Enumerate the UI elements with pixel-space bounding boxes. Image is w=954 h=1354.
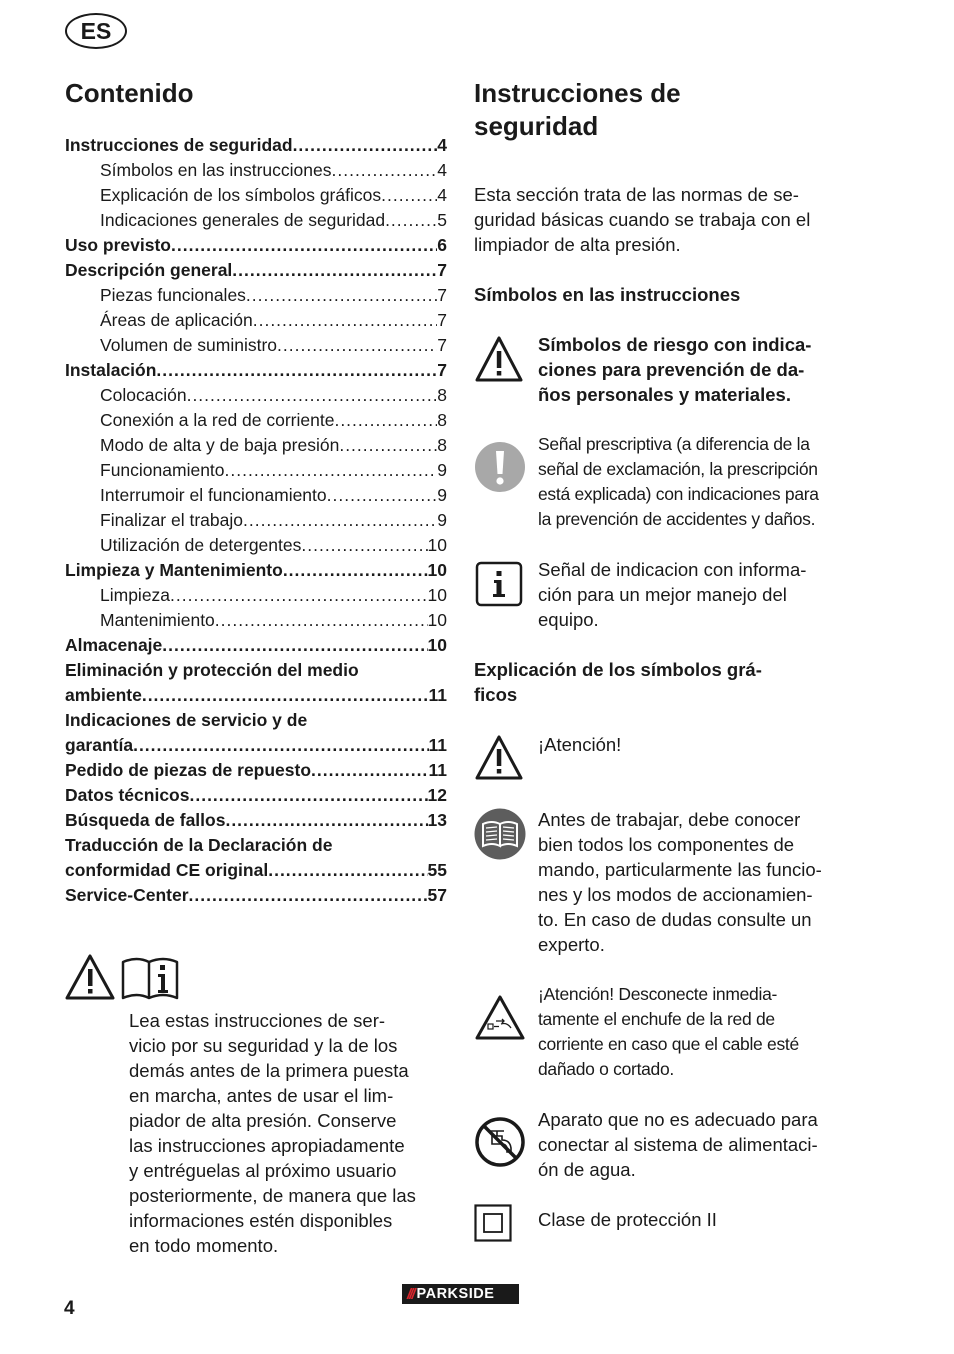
toc-leader-dots — [189, 783, 427, 808]
toc-entry — [65, 883, 447, 908]
brand-logo — [402, 1284, 519, 1304]
toc-entry-title: garantía — [65, 735, 134, 755]
toc-entry-title: Conexión a la red de corriente — [100, 410, 335, 430]
toc-leader-dots — [243, 508, 437, 533]
toc-entry-page: 6 — [437, 235, 447, 255]
symbol-text-info: Señal de indicacion con informa- ción para un mejor manejo del equipo. — [538, 559, 807, 630]
toc-entry — [65, 533, 447, 558]
toc-entry — [65, 283, 447, 308]
toc-entry-title: ambiente — [65, 685, 142, 705]
toc-entry — [65, 708, 447, 733]
toc-leader-dots — [232, 258, 437, 283]
toc-entry — [65, 733, 447, 758]
toc-entry-title: Volumen de suministro — [100, 335, 278, 355]
toc-entry-page: 7 — [437, 260, 447, 280]
toc-entry-page: 12 — [427, 785, 447, 805]
toc-leader-dots — [246, 283, 437, 308]
toc-entry — [65, 383, 447, 408]
toc-entry-title: Indicaciones generales de seguridad — [100, 210, 386, 230]
graphic-text-no-water-supply: Aparato que no es adecuado para conectar al sistema de alimentaci- ón de agua. — [538, 1109, 818, 1180]
manual-info-icon — [123, 959, 177, 998]
toc-entry-page: 7 — [437, 310, 447, 330]
toc-title: Contenido — [65, 78, 194, 108]
toc-entry-page: 10 — [427, 535, 447, 555]
protection-class-ii-icon — [474, 1204, 512, 1242]
toc-entry — [65, 658, 447, 683]
toc-entry — [65, 358, 447, 383]
toc-entry-page: 5 — [437, 210, 447, 230]
unplug-warning-icon — [474, 994, 526, 1042]
toc-entry — [65, 633, 447, 658]
graphic-symbols-heading: Explicación de los símbolos grá- ficos — [474, 659, 762, 705]
toc-leader-dots — [381, 183, 437, 208]
read-manual-icon — [474, 808, 526, 860]
toc-entry — [65, 208, 447, 233]
toc-entry-page: 8 — [437, 385, 447, 405]
read-instructions-notice: Lea estas instrucciones de ser- vicio por su seguridad y la de los demás antes de la primera puesta en marcha, antes de usar el lim- piador de alta presión. Conserve las instrucciones apropiadamente y entréguelas al próximo usuario posteriormente, de manera que las informaciones estén disponibles en todo momento. — [129, 1010, 416, 1256]
toc-entry-page: 7 — [437, 285, 447, 305]
toc-leader-dots — [162, 633, 427, 658]
toc-entry-title: Uso previsto — [65, 235, 171, 255]
toc-entry-title: Almacenaje — [65, 635, 163, 655]
toc-entry — [65, 808, 447, 833]
toc-leader-dots — [311, 758, 428, 783]
toc-entry-title: Instrucciones de seguridad — [65, 135, 293, 155]
mandatory-exclamation-icon — [474, 441, 526, 493]
warning-triangle-icon — [67, 956, 113, 998]
warning-triangle-icon — [474, 335, 524, 385]
toc-entry — [65, 758, 447, 783]
toc-entry-title: Áreas de aplicación — [100, 310, 253, 330]
toc-entry-page: 11 — [428, 735, 447, 755]
toc-entry-title: Finalizar el trabajo — [100, 510, 243, 530]
brand-name: PARKSIDE — [416, 1286, 495, 1302]
toc-leader-dots — [332, 158, 438, 183]
toc-entry-page: 4 — [437, 135, 447, 155]
toc-leader-dots — [133, 733, 428, 758]
toc-leader-dots — [283, 558, 428, 583]
toc-entry-title: Pedido de piezas de repuesto — [65, 760, 312, 780]
toc-leader-dots — [253, 308, 438, 333]
toc-leader-dots — [171, 233, 437, 258]
toc-entry — [65, 833, 447, 858]
toc-entry-title: Descripción general — [65, 260, 233, 280]
toc-entry-page: 8 — [437, 410, 447, 430]
toc-leader-dots — [327, 483, 438, 508]
toc-leader-dots — [277, 333, 437, 358]
toc-leader-dots — [293, 133, 438, 158]
toc-entry-page: 9 — [437, 510, 447, 530]
toc-entry-title: Datos técnicos — [65, 785, 190, 805]
brand-stripes: /// — [407, 1285, 414, 1303]
toc-leader-dots — [187, 383, 438, 408]
toc-entry-page: 8 — [437, 435, 447, 455]
toc-entry-title: Service-Center — [65, 885, 189, 905]
toc-entry — [65, 508, 447, 533]
toc-entry-title: Explicación de los símbolos gráficos — [100, 185, 382, 205]
graphic-text-attention: ¡Atención! — [538, 734, 622, 755]
toc-entry — [65, 483, 447, 508]
graphic-text-protection-class: Clase de protección II — [538, 1209, 717, 1230]
toc-entry-title: Búsqueda de fallos — [65, 810, 226, 830]
toc-entry — [65, 858, 447, 883]
symbols-heading: Símbolos en las instrucciones — [474, 284, 741, 305]
attention-triangle-icon — [474, 734, 524, 782]
toc-entry-title: Instalación — [65, 360, 157, 380]
toc-entry-title: Piezas funcionales — [100, 285, 246, 305]
toc-leader-dots — [268, 858, 427, 883]
toc-entry — [65, 558, 447, 583]
toc-entry-title: Limpieza y Mantenimiento — [65, 560, 283, 580]
toc-leader-dots — [225, 458, 438, 483]
toc-entry — [65, 308, 447, 333]
toc-entry-title: Interrumoir el funcionamiento — [100, 485, 327, 505]
toc-entry-title: Traducción de la Declaración de — [65, 835, 333, 855]
toc-entry — [65, 433, 447, 458]
toc-entry — [65, 158, 447, 183]
toc-entry-page: 10 — [427, 560, 447, 580]
table-of-contents — [65, 133, 447, 908]
toc-entry — [65, 258, 447, 283]
toc-entry-title: Eliminación y protección del medio — [65, 660, 359, 680]
toc-entry-title: Limpieza — [100, 585, 171, 605]
symbol-text-warning: Símbolos de riesgo con indica- ciones para prevención de da- ños personales y materiales. — [538, 334, 812, 405]
toc-entry-title: conformidad CE original — [65, 860, 269, 880]
toc-entry — [65, 783, 447, 808]
toc-entry — [65, 458, 447, 483]
toc-entry-page: 11 — [428, 685, 447, 705]
toc-entry-title: Colocación — [100, 385, 187, 405]
toc-entry-page: 10 — [427, 635, 447, 655]
info-box-icon — [475, 561, 523, 607]
toc-entry — [65, 233, 447, 258]
toc-leader-dots — [215, 608, 428, 633]
read-instructions-warning-icons — [65, 952, 185, 1004]
safety-title: Instrucciones de seguridad — [474, 78, 681, 141]
toc-entry — [65, 583, 447, 608]
toc-entry-page: 10 — [427, 610, 447, 630]
toc-leader-dots — [339, 433, 437, 458]
toc-entry-page: 55 — [427, 860, 447, 880]
toc-leader-dots — [142, 683, 429, 708]
graphic-text-read-manual: Antes de trabajar, debe conocer bien todos los componentes de mando, particularmente las funcio- nes y los modos de accionamien- to. En caso de dudas consulte un experto. — [538, 809, 822, 955]
language-badge: ES — [65, 13, 127, 49]
toc-entry-page: 57 — [427, 885, 447, 905]
page-number: 4 — [64, 1298, 75, 1319]
toc-entry-page: 13 — [427, 810, 447, 830]
toc-entry-title: Símbolos en las instrucciones — [100, 160, 332, 180]
toc-leader-dots — [189, 883, 428, 908]
toc-entry-page: 4 — [437, 185, 447, 205]
toc-entry-page: 7 — [437, 335, 447, 355]
symbol-text-mandatory: Señal prescriptiva (a diferencia de la señal de exclamación, la prescripción está explicada) con indicaciones para la prevención de accidentes y daños. — [538, 434, 819, 529]
toc-entry — [65, 683, 447, 708]
toc-entry — [65, 333, 447, 358]
toc-entry — [65, 133, 447, 158]
toc-entry-page: 11 — [428, 760, 447, 780]
toc-entry-title: Utilización de detergentes — [100, 535, 302, 555]
toc-entry-title: Indicaciones de servicio y de — [65, 710, 308, 730]
toc-entry-page: 9 — [437, 485, 447, 505]
toc-entry-page: 4 — [437, 160, 447, 180]
toc-leader-dots — [156, 358, 437, 383]
toc-entry-page: 7 — [437, 360, 447, 380]
toc-leader-dots — [170, 583, 427, 608]
toc-entry-title: Funcionamiento — [100, 460, 225, 480]
toc-leader-dots — [385, 208, 437, 233]
toc-leader-dots — [301, 533, 427, 558]
toc-entry-title: Modo de alta y de baja presión — [100, 435, 340, 455]
safety-intro: Esta sección trata de las normas de se- guridad básicas cuando se trabaja con el limpiador de alta presión. — [474, 184, 811, 255]
toc-leader-dots — [225, 808, 427, 833]
no-water-supply-icon — [474, 1116, 526, 1168]
toc-entry — [65, 608, 447, 633]
toc-entry — [65, 408, 447, 433]
toc-entry-page: 9 — [437, 460, 447, 480]
toc-entry — [65, 183, 447, 208]
toc-entry-page: 10 — [427, 585, 447, 605]
graphic-text-unplug: ¡Atención! Desconecte inmedia- tamente el enchufe de la red de corriente en caso que el cable esté dañado o cortado. — [538, 984, 799, 1079]
toc-leader-dots — [334, 408, 437, 433]
toc-entry-title: Mantenimiento — [100, 610, 215, 630]
